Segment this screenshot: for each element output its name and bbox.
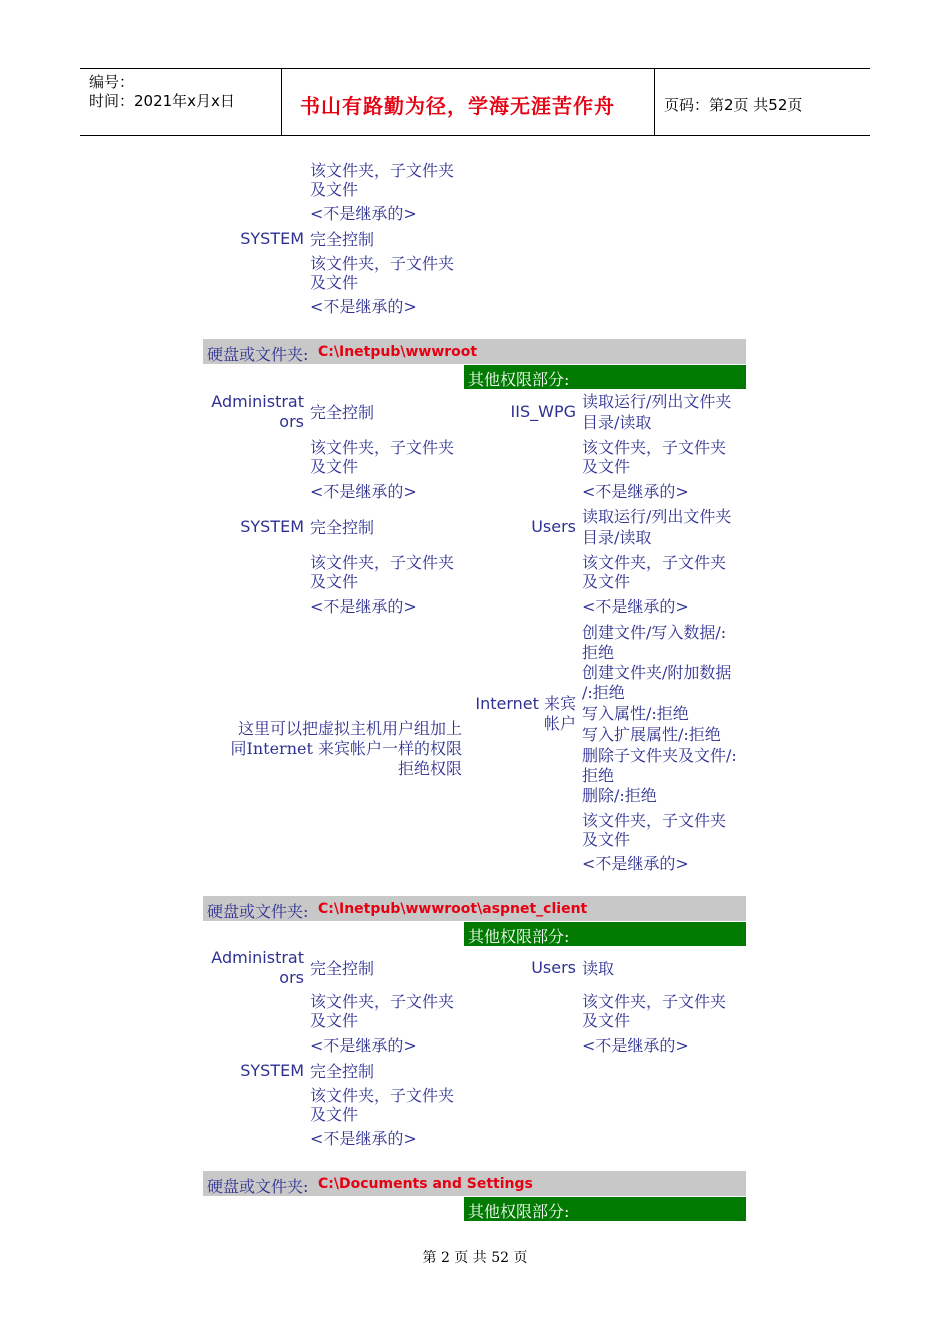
account-name-system: SYSTEM [240,229,304,248]
scope-text: 及文件 [310,572,359,591]
inherit-text: <不是继承的> [582,1036,689,1055]
note-text: 同Internet 来宾帐户一样的权限 [230,739,462,758]
disk-folder-label: 硬盘或文件夹: [207,902,309,921]
deny-text: 写入属性/:拒绝 [582,704,689,723]
other-permissions-label: 其他权限部分: [468,927,570,946]
inherit-text: <不是继承的> [310,1036,417,1055]
account-name-users: Users [531,517,576,536]
account-name-system: SYSTEM [240,517,304,536]
permission-text: 完全控制 [310,518,375,537]
account-name-administrators: Administrat [211,948,304,967]
account-name-administrators: ors [279,968,304,987]
scope-text: 及文件 [582,830,631,849]
scope-text: 该文件夹，子文件夹 [310,254,455,273]
account-name-iis-wpg: IIS_WPG [510,402,576,421]
scope-text: 及文件 [582,1011,631,1030]
inherit-text: <不是继承的> [582,854,689,873]
permission-text: 目录/读取 [582,528,652,547]
disk-folder-label: 硬盘或文件夹: [207,1177,309,1196]
account-name-internet-guest: Internet 来宾 [475,694,576,713]
inherit-text: <不是继承的> [582,597,689,616]
scope-text: 及文件 [582,457,631,476]
deny-text: 创建文件/写入数据/: [582,623,727,642]
header-divider [281,68,282,136]
deny-text: 拒绝 [582,766,615,785]
scope-text: 该文件夹，子文件夹 [310,1086,455,1105]
scope-text: 该文件夹，子文件夹 [310,161,455,180]
other-permissions-label: 其他权限部分: [468,1202,570,1221]
inherit-text: <不是继承的> [310,204,417,223]
inherit-text: <不是继承的> [310,297,417,316]
inherit-text: <不是继承的> [310,1129,417,1148]
permission-text: 读取运行/列出文件夹 [582,507,732,526]
scope-text: 该文件夹，子文件夹 [582,553,727,572]
folder-path: C:\Documents and Settings [318,1176,533,1192]
scope-text: 该文件夹，子文件夹 [582,992,727,1011]
disk-folder-bar [203,339,746,364]
account-name-administrators: ors [279,412,304,431]
inherit-text: <不是继承的> [310,597,417,616]
note-text: 拒绝权限 [397,759,462,778]
page-footer: 第 2 页 共 52 页 [422,1250,528,1266]
disk-folder-bar [203,896,746,921]
header-page-label: 页码：第2页 共52页 [664,96,803,114]
inherit-text: <不是继承的> [310,482,417,501]
folder-path: C:\Inetpub\wwwroot\aspnet_client [318,901,588,917]
other-permissions-bar [464,1197,746,1221]
scope-text: 及文件 [310,1011,359,1030]
account-name-users: Users [531,958,576,977]
scope-text: 及文件 [310,273,359,292]
permission-text: 完全控制 [310,403,375,422]
scope-text: 该文件夹，子文件夹 [310,553,455,572]
scope-text: 及文件 [582,572,631,591]
deny-text: 删除/:拒绝 [582,786,657,805]
account-name-internet-guest: 帐户 [543,714,576,733]
deny-text: 创建文件夹/附加数据 [582,663,732,682]
deny-text: 拒绝 [582,643,615,662]
deny-text: /:拒绝 [582,683,625,702]
scope-text: 该文件夹，子文件夹 [310,992,455,1011]
scope-text: 及文件 [310,180,359,199]
inherit-text: <不是继承的> [582,482,689,501]
scope-text: 及文件 [310,457,359,476]
header-motto: 书山有路勤为径，学海无涯苦作舟 [300,94,615,118]
account-name-administrators: Administrat [211,392,304,411]
header-bottom-rule [80,135,870,136]
permission-text: 完全控制 [310,959,375,978]
other-permissions-bar [464,365,746,389]
permission-text: 目录/读取 [582,413,652,432]
permission-text: 读取运行/列出文件夹 [582,392,732,411]
permission-text: 读取 [582,959,615,978]
header-divider [654,68,655,136]
permission-text: 完全控制 [310,230,375,249]
scope-text: 该文件夹，子文件夹 [582,811,727,830]
disk-folder-label: 硬盘或文件夹: [207,345,309,364]
disk-folder-bar [203,1171,746,1196]
note-text: 这里可以把虚拟主机用户组加上 [237,719,462,738]
deny-text: 写入扩展属性/:拒绝 [582,725,721,744]
scope-text: 该文件夹，子文件夹 [310,438,455,457]
permission-text: 完全控制 [310,1062,375,1081]
scope-text: 及文件 [310,1105,359,1124]
header-top-rule [80,68,870,69]
header-number-label: 编号： [89,73,135,91]
other-permissions-label: 其他权限部分: [468,370,570,389]
header-time-label: 时间：2021年x月x日 [89,92,235,110]
folder-path: C:\Inetpub\wwwroot [318,344,478,360]
deny-text: 删除子文件夹及文件/: [582,746,737,765]
other-permissions-bar [464,922,746,946]
account-name-system: SYSTEM [240,1061,304,1080]
scope-text: 该文件夹，子文件夹 [582,438,727,457]
